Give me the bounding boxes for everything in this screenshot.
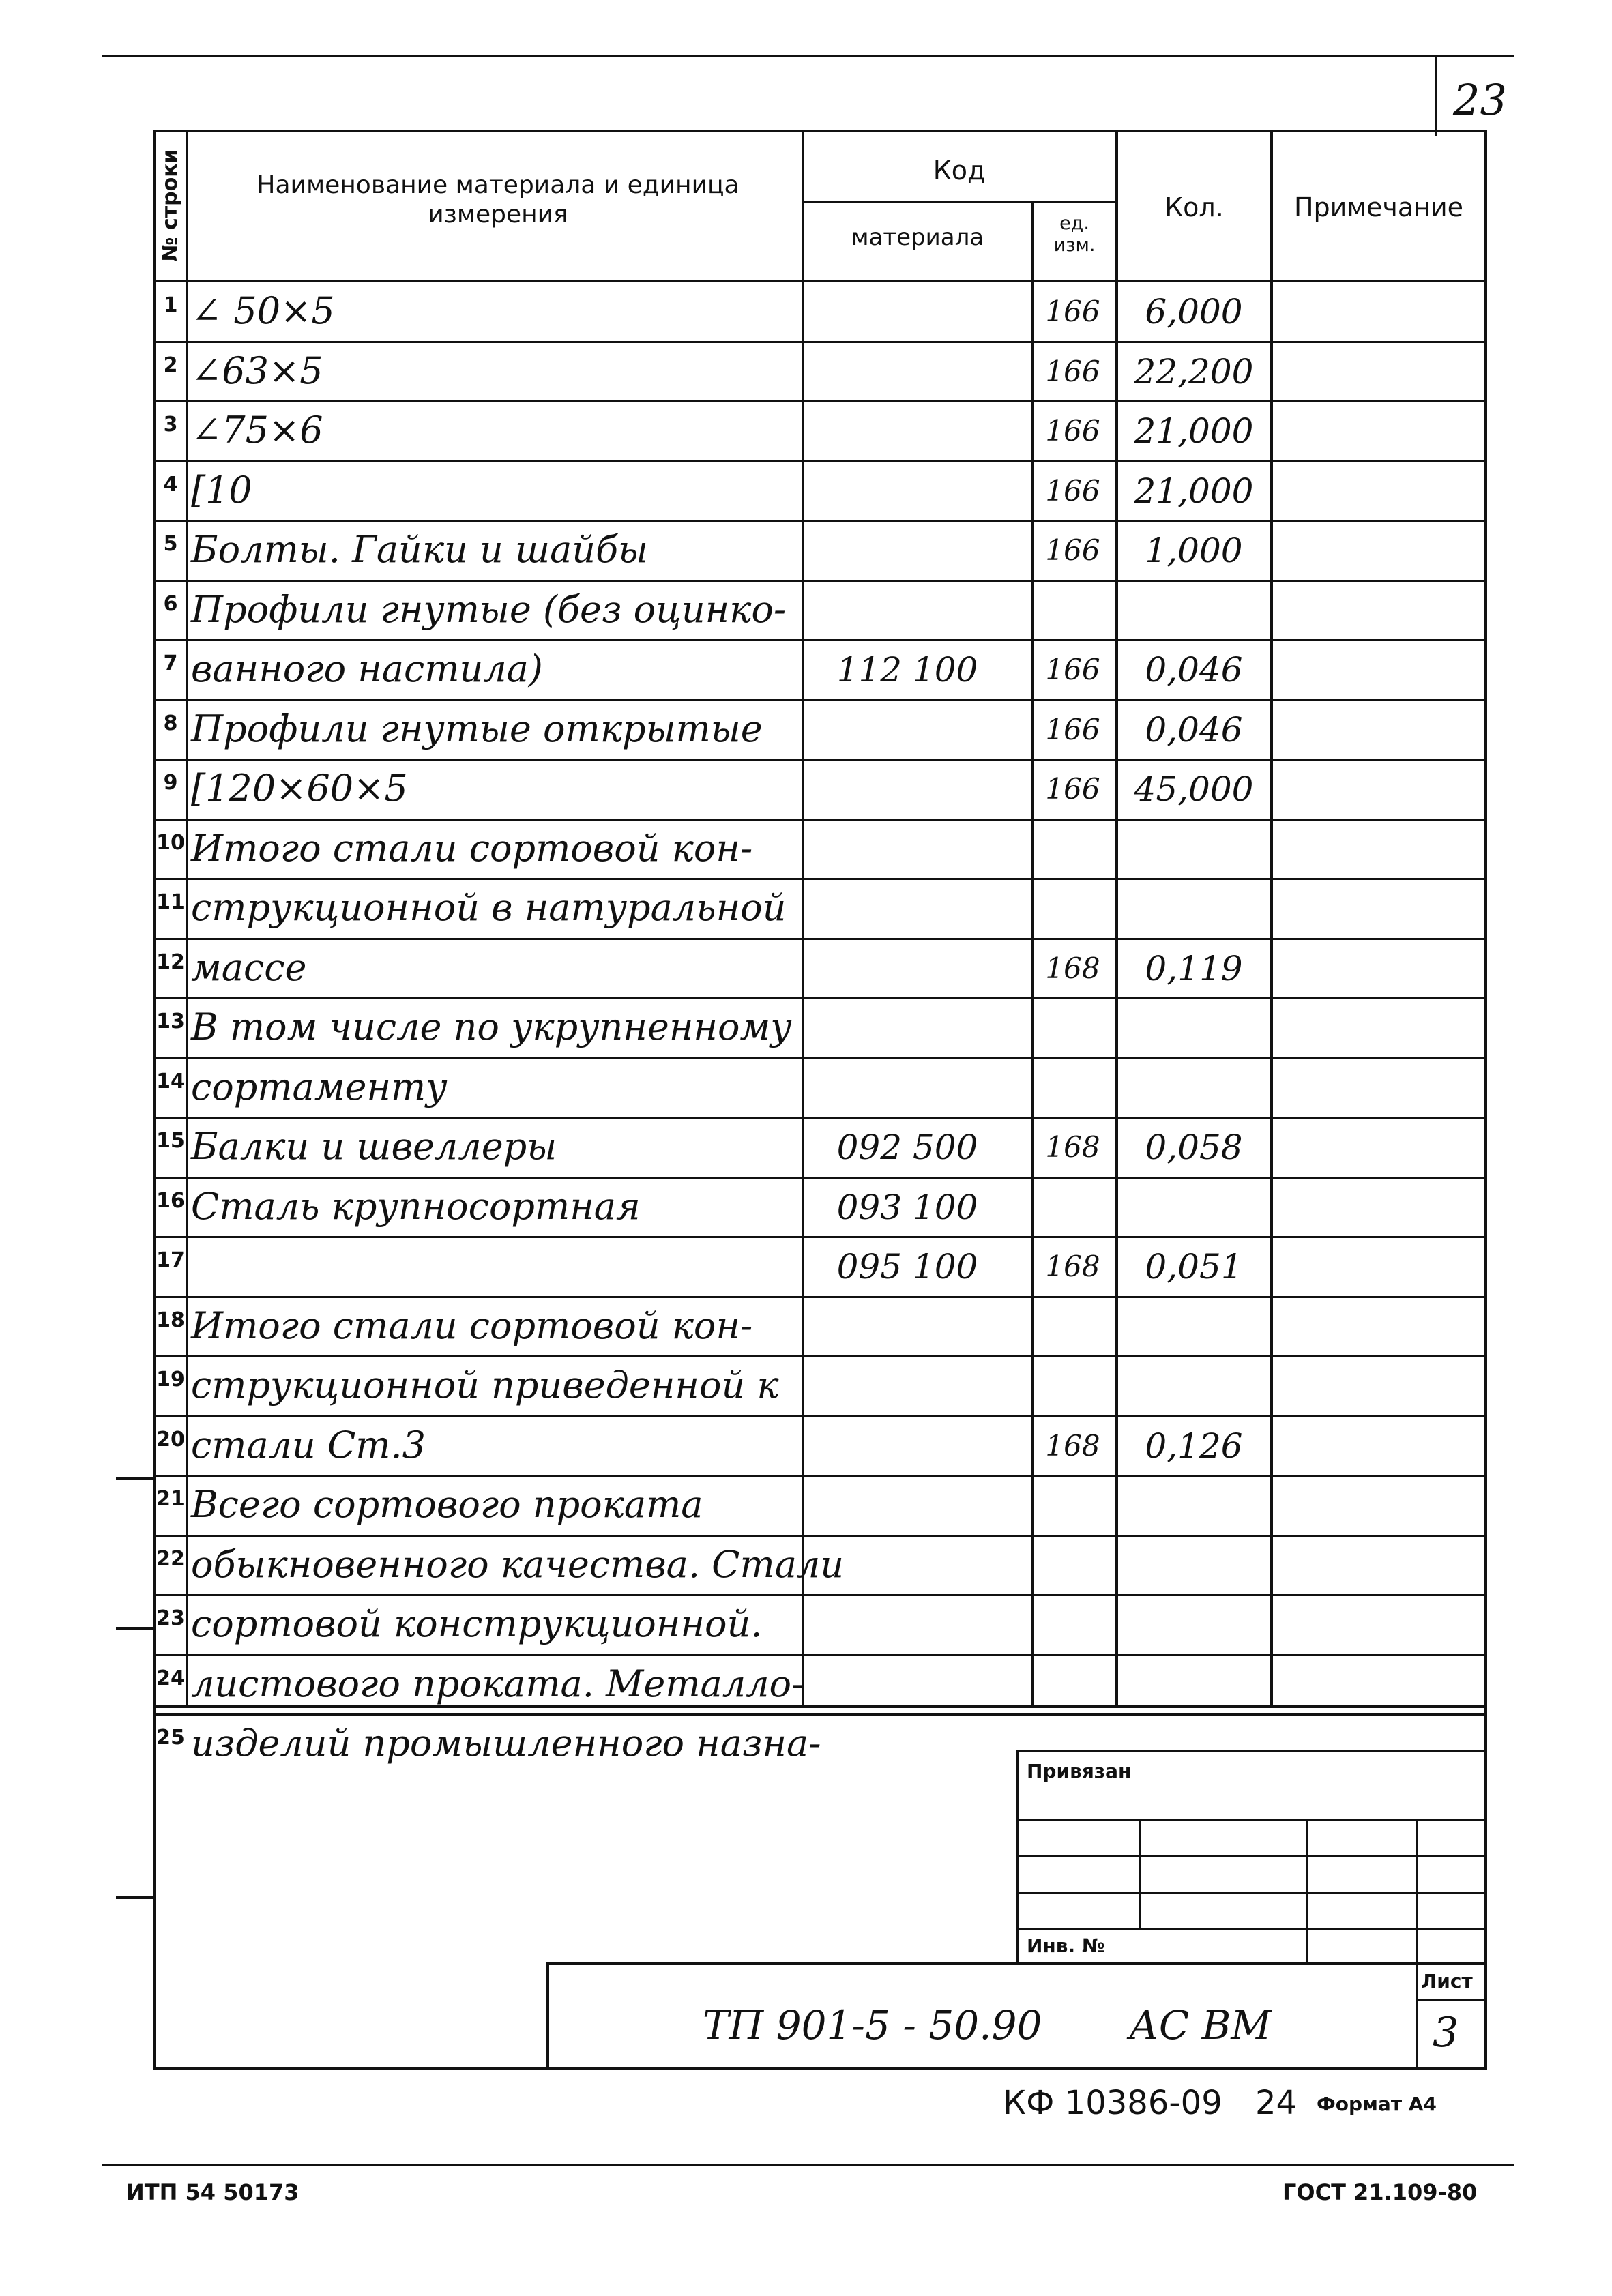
privyazan-top (1016, 1750, 1487, 1752)
row-divider (156, 1594, 1486, 1596)
row-name: обыкновенного качества. Стали (191, 1542, 845, 1586)
row-number: 19 (156, 1368, 185, 1392)
row-divider (156, 1057, 1486, 1059)
row-number: 8 (163, 711, 178, 735)
row-number: 9 (163, 771, 178, 795)
row-quantity: 0,046 (1145, 709, 1243, 750)
privyazan-col (1416, 1819, 1418, 2068)
row-name: сортовой конструкционной. (191, 1602, 763, 1645)
row-number: 15 (156, 1129, 185, 1153)
row-divider (156, 997, 1486, 999)
row-divider (156, 580, 1486, 582)
rownum-divider (186, 130, 188, 1705)
row-quantity: 0,051 (1145, 1247, 1243, 1286)
qty-header: Кол. (1164, 192, 1224, 222)
kf-number: КФ 10386-09 (1003, 2084, 1222, 2122)
row-divider (156, 1535, 1486, 1537)
set-mark: АС ВМ (1129, 2002, 1272, 2048)
row-quantity: 1,000 (1145, 531, 1243, 570)
footer-line (102, 2164, 1514, 2166)
qty-divider (1270, 130, 1273, 1705)
row-name: [120×60×5 (191, 767, 408, 810)
code-subheader-line (802, 201, 1115, 203)
row-number: 1 (163, 293, 178, 317)
privyazan-col (1139, 1819, 1141, 1928)
row-unit-code: 166 (1045, 772, 1100, 806)
row-divider (156, 1296, 1486, 1298)
row-divider (156, 1475, 1486, 1477)
row-divider (156, 341, 1486, 343)
code-header: Код (933, 156, 986, 186)
row-quantity: 0,046 (1145, 650, 1243, 690)
row-name: листового проката. Металло- (191, 1662, 804, 1705)
row-quantity: 0,058 (1145, 1128, 1243, 1167)
row-number-header: № строки (158, 149, 182, 262)
unit-header: ед. изм. (1053, 213, 1096, 256)
row-number: 23 (156, 1606, 185, 1630)
frame-bottom-line (153, 2067, 1487, 2070)
row-divider (156, 1415, 1486, 1417)
margin-tick (116, 1477, 156, 1480)
row-material-code: 095 100 (836, 1247, 978, 1286)
table-top-line (153, 130, 1487, 132)
corner-box-divider (1435, 55, 1437, 136)
row-material-code: 093 100 (836, 1187, 978, 1227)
row-divider (156, 1236, 1486, 1238)
row-name: ∠63×5 (191, 349, 323, 392)
row-name: Профили гнутые открытые (191, 707, 763, 750)
row-name: струкционной приведенной к (191, 1364, 779, 1407)
row-name: изделий промышленного назна- (191, 1722, 821, 1765)
row-name: Итого стали сортовой кон- (191, 826, 753, 870)
note-header: Примечание (1293, 192, 1464, 222)
row-name: стали Ст.3 (191, 1423, 426, 1467)
name-divider (802, 130, 804, 1705)
row-material-code: 112 100 (836, 650, 978, 690)
row-name: Сталь крупносортная (191, 1184, 641, 1228)
row-unit-code: 166 (1045, 712, 1100, 746)
header-bottom-line (153, 280, 1487, 282)
stamp-top (546, 1962, 1487, 1965)
row-number: 14 (156, 1069, 185, 1093)
row-divider (156, 1177, 1486, 1179)
row-number: 16 (156, 1188, 185, 1213)
row-quantity: 21,000 (1134, 471, 1254, 511)
row-divider (156, 639, 1486, 641)
row-name: Балки и швеллеры (191, 1125, 557, 1168)
privyazan-label: Привязан (1027, 1760, 1132, 1782)
row-unit-code: 166 (1045, 295, 1100, 328)
row-number: 6 (163, 591, 178, 616)
format-label: Формат А4 (1317, 2093, 1437, 2115)
row-divider (156, 1654, 1486, 1656)
row-divider (156, 1355, 1486, 1357)
row-name: ванного настила) (191, 647, 543, 690)
gost-code: ГОСТ 21.109-80 (1283, 2179, 1478, 2205)
material-header: материала (851, 224, 984, 251)
row-divider (156, 520, 1486, 522)
row-number: 20 (156, 1427, 185, 1452)
row-unit-code: 166 (1045, 414, 1100, 447)
row-unit-code: 166 (1045, 354, 1100, 388)
document-code: ТП 901-5 - 50.90 (703, 2002, 1042, 2048)
sheet-corner-number: 23 (1453, 75, 1507, 125)
right-border (1484, 130, 1487, 2070)
unit-divider (1115, 130, 1118, 1705)
itp-code: ИТП 54 50173 (126, 2179, 299, 2205)
row-unit-code: 168 (1045, 1250, 1100, 1283)
row-name: Профили гнутые (без оцинко- (191, 587, 787, 631)
row-divider (156, 878, 1486, 880)
row-divider (156, 699, 1486, 701)
row-number: 10 (156, 830, 185, 855)
row-name: массе (191, 945, 307, 989)
row-quantity: 0,119 (1145, 948, 1243, 988)
row-number: 25 (156, 1726, 185, 1750)
stamp-left (546, 1962, 549, 2070)
privyazan-col (1306, 1819, 1308, 1964)
row-unit-code: 168 (1045, 1428, 1100, 1462)
row-unit-code: 168 (1045, 1130, 1100, 1164)
row-name: струкционной в натуральной (191, 886, 787, 929)
margin-tick (116, 1896, 156, 1899)
row-divider (156, 1713, 1486, 1716)
row-number: 18 (156, 1308, 185, 1332)
row-unit-code: 166 (1045, 533, 1100, 567)
row-name: [10 (191, 468, 252, 512)
row-quantity: 45,000 (1134, 769, 1254, 809)
row-unit-code: 166 (1045, 653, 1100, 686)
row-unit-code: 166 (1045, 473, 1100, 507)
row-divider (156, 400, 1486, 402)
row-name: Болты. Гайки и шайбы (191, 528, 649, 571)
row-number: 12 (156, 950, 185, 974)
row-material-code: 092 500 (836, 1128, 978, 1167)
row-name: ∠ 50×5 (191, 289, 335, 332)
row-quantity: 22,200 (1134, 351, 1254, 392)
row-divider (156, 819, 1486, 821)
row-quantity: 0,126 (1145, 1426, 1243, 1466)
sheet-number: 3 (1433, 2009, 1459, 2057)
row-divider (156, 1117, 1486, 1119)
row-number: 21 (156, 1487, 185, 1511)
row-number: 22 (156, 1546, 185, 1571)
page-number: 24 (1255, 2084, 1298, 2122)
sheet-label: Лист (1421, 1970, 1473, 1992)
row-name: В том числе по укрупненному (191, 1005, 792, 1048)
row-divider (156, 460, 1486, 462)
row-quantity: 21,000 (1134, 411, 1254, 451)
inv-no-label: Инв. № (1027, 1934, 1105, 1957)
row-number: 2 (163, 353, 178, 377)
row-number: 7 (163, 651, 178, 675)
row-number: 24 (156, 1666, 185, 1690)
name-header: Наименование материала и единица измерения (257, 171, 739, 229)
row-unit-code: 168 (1045, 951, 1100, 985)
sheet-label-line (1416, 1999, 1487, 2001)
row-name: Всего сортового проката (191, 1483, 703, 1526)
row-divider (156, 938, 1486, 940)
row-name: сортаменту (191, 1065, 448, 1108)
row-number: 5 (163, 532, 178, 556)
row-divider (156, 759, 1486, 761)
row-number: 11 (156, 890, 185, 914)
row-quantity: 6,000 (1145, 292, 1243, 332)
top-border (102, 55, 1514, 57)
table-bottom-line (153, 1705, 1487, 1708)
row-number: 3 (163, 413, 178, 437)
row-number: 13 (156, 1010, 185, 1033)
row-number: 4 (163, 472, 178, 497)
row-name: Итого стали сортовой кон- (191, 1304, 753, 1347)
row-number: 17 (156, 1248, 185, 1272)
row-name: ∠75×6 (191, 409, 323, 452)
margin-tick (116, 1627, 156, 1630)
